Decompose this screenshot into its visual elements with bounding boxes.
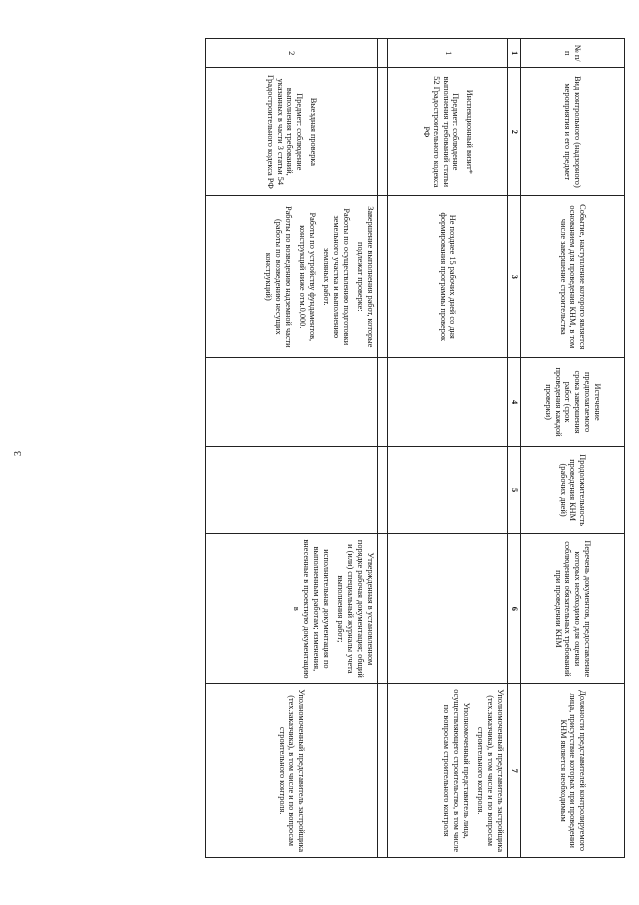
column-number: 2 [508, 68, 521, 196]
spacer-cell [378, 68, 388, 196]
header-number: № п/п [521, 39, 625, 68]
column-number: 7 [508, 684, 521, 858]
column-number: 4 [508, 358, 521, 446]
spacer-cell [378, 534, 388, 684]
column-number: 3 [508, 196, 521, 358]
spacer-cell [378, 196, 388, 358]
duration-cell [388, 446, 508, 534]
deadline-cell [206, 358, 378, 446]
header-representatives: Должности представителей контролируемого лица, присутствие которых при проведении КНМ является необходимым [521, 684, 625, 858]
row-number: 1 [388, 39, 508, 68]
documents-cell [206, 534, 378, 684]
trigger-item: Работы по возведению надземной части (работы по возведению несущих конструкций) [264, 205, 294, 348]
column-number: 5 [508, 446, 521, 534]
document-item: Утвержденная в установленном порядке рабочая документация; общий и (или) специальный журналы учета выполнения работ; [336, 539, 376, 678]
representative: Уполномоченный представитель лица, осуществляющего строительство, в том числе по вопросам строительного контроля [442, 689, 472, 853]
event-type: Инспекционный визит* [465, 89, 475, 174]
column-number-row [508, 39, 521, 858]
page-number: 3 [13, 451, 24, 456]
representatives-cell [388, 684, 508, 858]
header-documents: Перечень документов, предоставление которых необходимо для оценки соблюдения обязательных требований при проведении КНМ [521, 534, 625, 684]
table-header-row [521, 39, 625, 858]
header-deadline: Истечение предполагаемого срока завершения работ (срок проведения каждой проверки) [521, 358, 625, 446]
spacer-cell [378, 684, 388, 858]
event-type: Выездная проверка [309, 97, 319, 166]
representative: Уполномоченный представитель застройщика (тех.заказчика), в том числе и по вопросам строительного контроля. [476, 689, 506, 853]
deadline-cell [388, 358, 508, 446]
documents-cell [388, 534, 508, 684]
event-type-cell [388, 68, 508, 196]
event-subject: Предмет: соблюдение выполнения требований статьи 52 Градостроительного кодекса РФ [421, 76, 461, 188]
trigger-item: Работы по осуществлению подготовки земельного участка и выполнению земляных работ. [322, 208, 352, 346]
column-number: 6 [508, 534, 521, 684]
rotated-page-content [205, 38, 625, 858]
table-row-inspection-visit [388, 39, 508, 858]
inspection-program-table [205, 38, 625, 858]
row-number: 2 [206, 39, 378, 68]
table-spacer-row [378, 39, 388, 858]
header-duration: Продолжительность проведения КНМ (рабочих дней) [521, 446, 625, 534]
trigger-event-cell [206, 196, 378, 358]
document-item: исполнительная документация по выполненным работам; изменения, внесенные в проектную документацию в [292, 539, 332, 679]
event-subject: Предмет: соблюдение выполнения требований, указанных в части 3 статьи 54 Градостроительного кодекса РФ [265, 74, 305, 189]
trigger-event-cell: Не позднее 15 рабочих дней со дня формирования программы проверок [388, 196, 508, 358]
representatives-cell: Уполномоченный представитель застройщика (тех.заказчика), в том числе и по вопросам строительного контроля. [206, 684, 378, 858]
header-trigger-event: Событие, наступление которого является основанием для проведения КНМ, в том числе завершение строительства [521, 196, 625, 358]
spacer-cell [378, 358, 388, 446]
trigger-intro: Завершение выполнения работ, которые подлежат проверке: [356, 206, 376, 348]
duration-cell [206, 446, 378, 534]
spacer-cell [378, 39, 388, 68]
event-type-cell [206, 68, 378, 196]
table-row-field-inspection [206, 39, 378, 858]
trigger-item: Работы по устройству фундаментов, конструкций ниже отм.0,000. [298, 212, 318, 342]
column-number: 1 [508, 39, 521, 68]
spacer-cell [378, 446, 388, 534]
header-event-type: Вид контрольного (надзорного) мероприятия и его предмет [521, 68, 625, 196]
